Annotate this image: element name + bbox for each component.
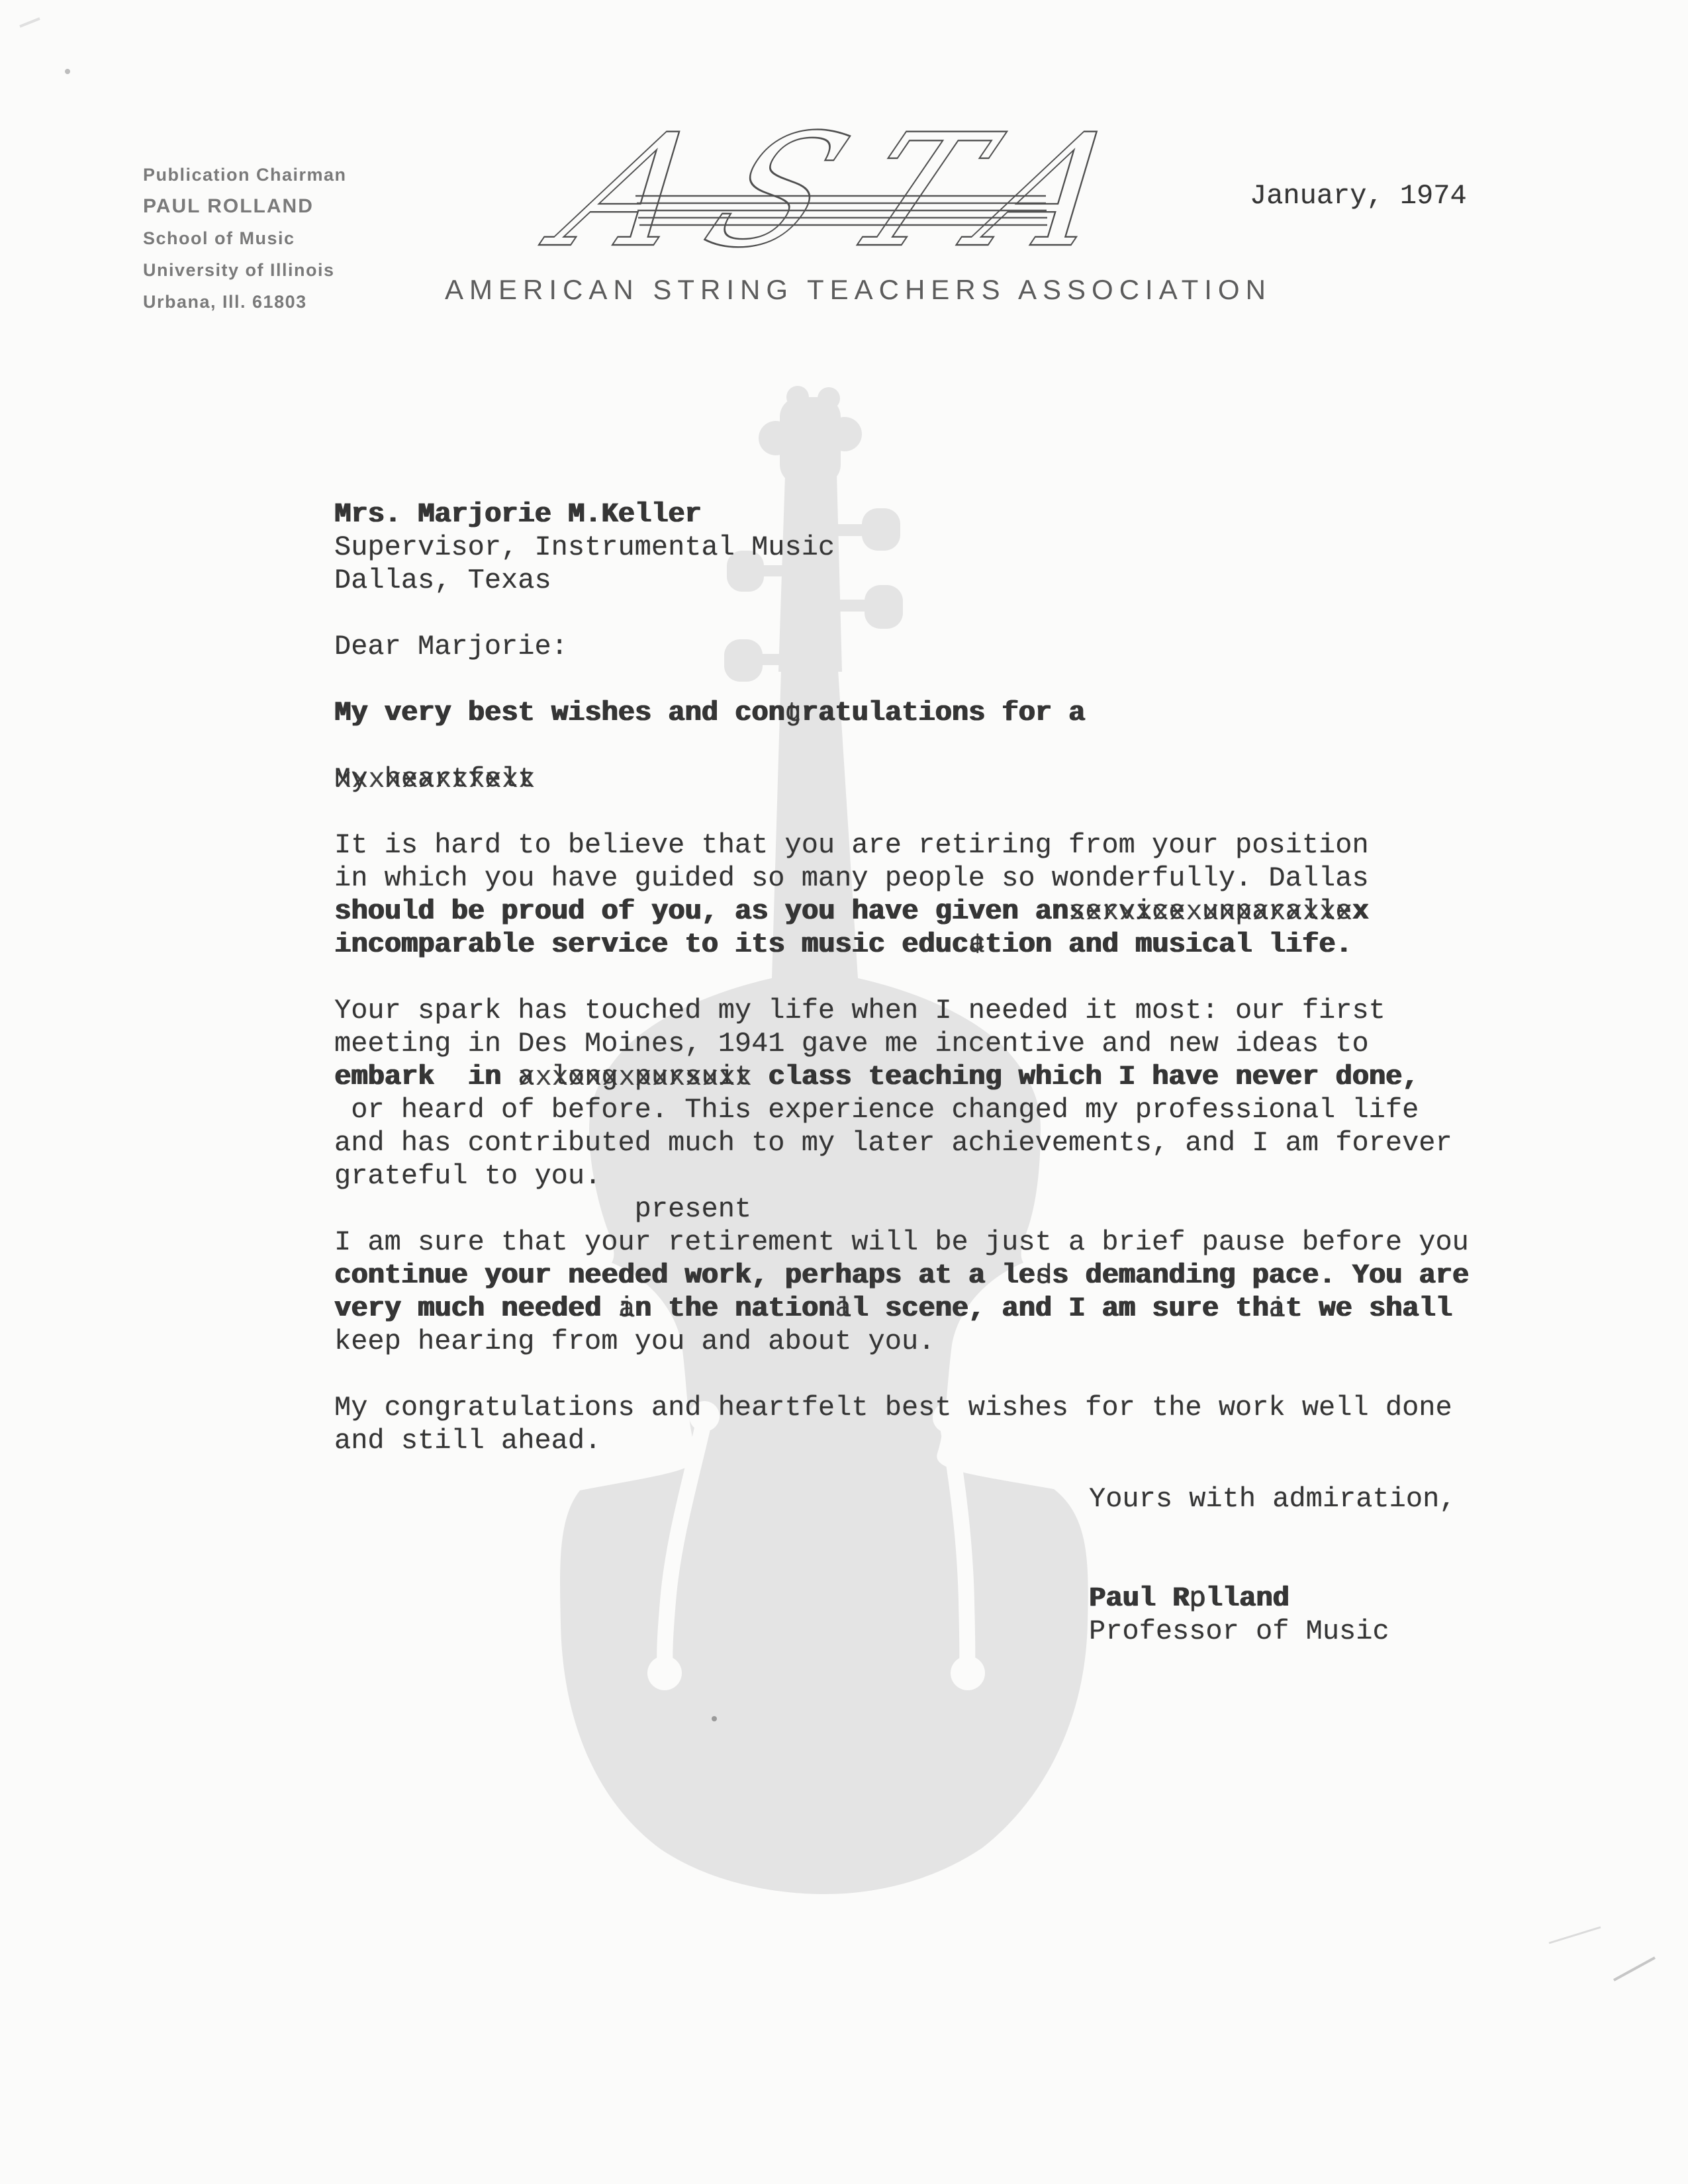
overstruck-text: a long pursuit xxxxxxxxxxxxxx xyxy=(518,1060,751,1093)
double-struck-text: Paul R xyxy=(1089,1582,1190,1614)
letter-line xyxy=(334,895,1469,928)
letter-line xyxy=(334,1358,1469,1391)
double-struck-text: lland xyxy=(1205,1582,1289,1614)
letter-line xyxy=(334,729,1469,762)
double-struck-text: .Keller xyxy=(585,498,702,530)
double-struck-text: very much needed xyxy=(334,1293,618,1324)
letter-line xyxy=(334,796,1469,829)
sender-detail-line: Publication Chairman xyxy=(143,165,347,185)
overstruck-text: My heartfelt xxxxxxxxxxxx xyxy=(334,762,534,796)
letter-line: and has contributed much to my later achievements, and I am forever xyxy=(334,1127,1452,1159)
letter-line: in which you have guided so many people so wonderfully. Dallas xyxy=(334,862,1369,894)
letter-line: present xyxy=(334,1193,752,1225)
letter-line: Dallas, Texas xyxy=(334,565,551,596)
double-struck-text: continue your needed xyxy=(334,1259,685,1291)
letter-line xyxy=(334,1060,1469,1093)
letter-line: Dear Marjorie: xyxy=(334,631,568,662)
letter-line: grateful to you. xyxy=(334,1160,602,1192)
letter-line: and still ahead. xyxy=(334,1425,602,1457)
double-struck-text: embark in xyxy=(334,1061,518,1093)
letter-line: meeting in Des Moines, 1941 gave me incentive and new ideas to xyxy=(334,1028,1369,1060)
double-struck-text: ork, perhaps at a le xyxy=(701,1259,1035,1291)
double-struck-text: s demanding pace. You are xyxy=(1051,1259,1469,1291)
letter-line xyxy=(334,961,1469,994)
letter-line xyxy=(334,1292,1469,1325)
letter-line xyxy=(334,663,1469,696)
letter-line xyxy=(334,597,1469,630)
double-struck-text: Mrs. Marjorie xyxy=(334,498,568,530)
overstruck-text: g t xyxy=(785,696,802,729)
overstruck-text: a l xyxy=(835,1292,851,1325)
double-struck-text: t we shall xyxy=(1285,1293,1452,1324)
overstruck-text: i a xyxy=(618,1292,634,1325)
letter-line: Supervisor, Instrumental Music xyxy=(334,531,835,563)
double-struck-text: should be proud of you, as you have given an xyxy=(334,895,1068,927)
overstruck-text: a ¢ xyxy=(968,928,985,961)
sender-name: PAUL ROLLAND xyxy=(143,195,314,217)
double-struck-text: w xyxy=(684,1259,702,1291)
double-struck-text: ratulations for a xyxy=(801,697,1086,729)
double-struck-text: M xyxy=(567,498,585,530)
letter-date: January, 1974 xyxy=(1250,180,1467,212)
letter-line xyxy=(334,928,1469,961)
overstruck-text: a i xyxy=(1268,1292,1285,1325)
double-struck-text: class teaching which I have never done, xyxy=(751,1061,1419,1093)
sender-detail-line: Urbana, Ill. 61803 xyxy=(143,292,307,312)
sender-detail-line: School of Music xyxy=(143,228,295,248)
asta-logo xyxy=(521,101,1186,282)
letter-line: It is hard to believe that you are retiring from your position xyxy=(334,829,1369,861)
overstruck-text: service unparalle xxxxxxxxxxxxxxxxx xyxy=(1068,895,1352,928)
letter-line: I am sure that your retirement will be just a brief pause before you xyxy=(334,1226,1469,1258)
letter-line xyxy=(334,1259,1469,1292)
double-struck-text: incomparable service to its music educ xyxy=(334,929,968,960)
sender-detail-line: University of Illinois xyxy=(143,260,335,280)
letter-line xyxy=(1089,1549,1456,1582)
logo-monogram: ASTA xyxy=(532,100,1186,282)
letter-line: Your spark has touched my life when I needed it most: our first xyxy=(334,995,1385,1026)
letter-body xyxy=(334,498,1469,1457)
letter-line: My congratulations and heartfelt best wishes for the work well done xyxy=(334,1392,1452,1424)
sender-block xyxy=(143,159,347,318)
overstruck-text: s d xyxy=(1035,1259,1052,1292)
double-struck-text: n the nation xyxy=(634,1293,835,1324)
double-struck-text: l scene, and I am sure th xyxy=(851,1293,1269,1324)
letter-line xyxy=(334,498,1469,531)
organization-name: AMERICAN STRING TEACHERS ASSOCIATION xyxy=(445,274,1272,305)
letter-line xyxy=(334,696,1469,729)
double-struck-text: x xyxy=(1352,895,1369,927)
double-struck-text: tion and musical life. xyxy=(984,929,1352,960)
overstruck-text: p o xyxy=(1189,1582,1205,1615)
letter-closing xyxy=(1089,1482,1456,1648)
letter-line xyxy=(1089,1516,1456,1549)
letter-line: Professor of Music xyxy=(1089,1615,1389,1647)
letter-line: or heard of before. This experience changed my professional life xyxy=(334,1094,1419,1126)
letter-line xyxy=(1089,1582,1456,1615)
letter-line: keep hearing from you and about you. xyxy=(334,1326,935,1357)
letter-line: Yours with admiration, xyxy=(1089,1483,1456,1515)
double-struck-text: My very best wishes and con xyxy=(334,697,785,729)
letter-line xyxy=(334,762,1469,796)
